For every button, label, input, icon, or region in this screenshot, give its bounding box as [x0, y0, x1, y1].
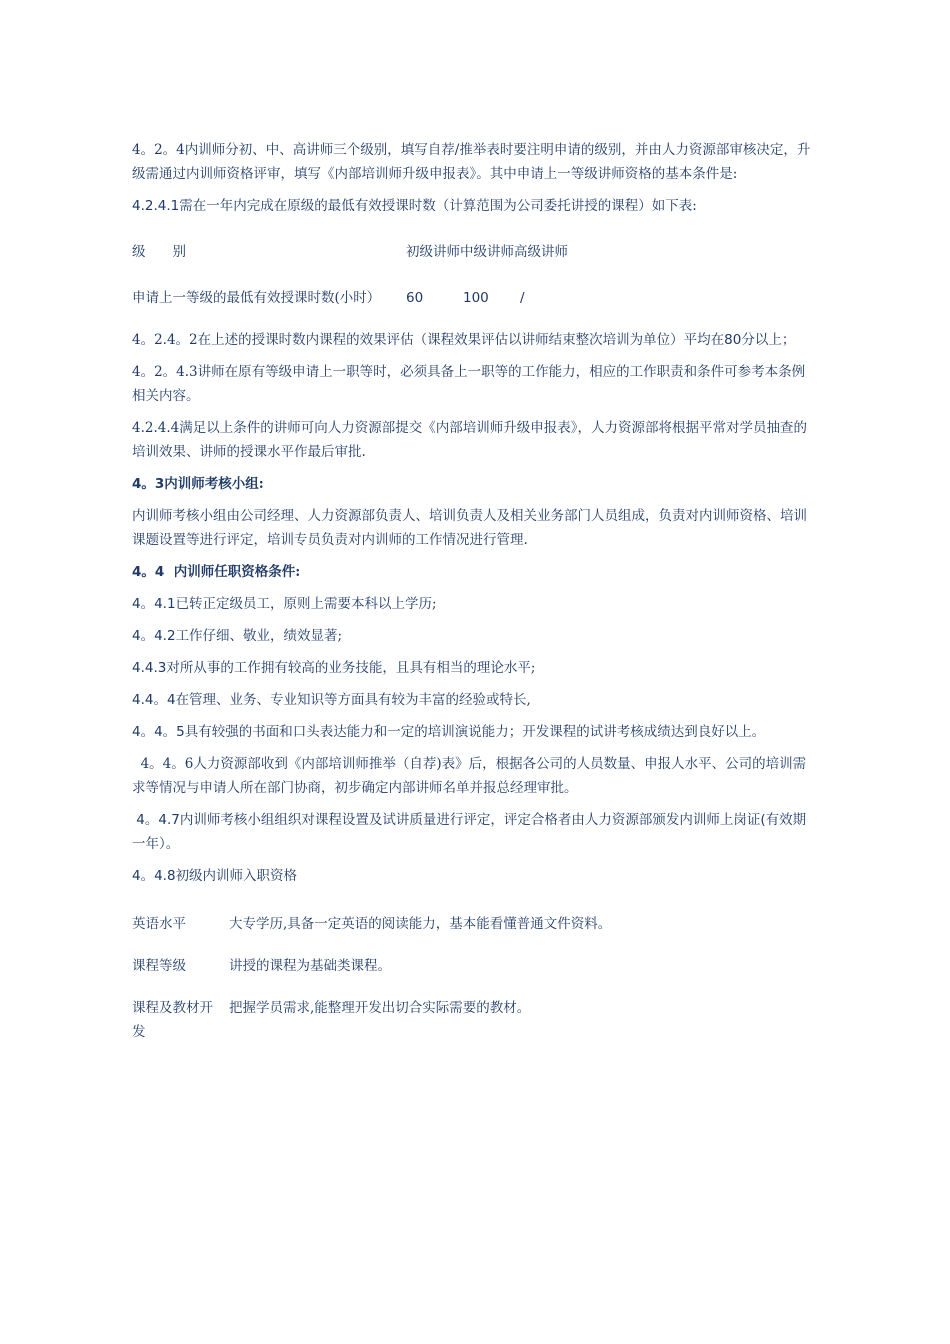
- qualification-value: 大专学历,具备一定英语的阅读能力，基本能看懂普通文件资料。: [229, 916, 612, 932]
- paragraph-text: 讲师在原有等级申请上一职等时，必须具备上一职等的工作能力，相应的工作职责和条件可参考本条例相关内容。: [132, 364, 806, 404]
- clause-number: 4。4.8: [132, 868, 176, 884]
- qualification-row: [132, 954, 818, 978]
- hours-label: 申请上一等级的最低有效授课时数(小时）: [132, 290, 381, 306]
- paragraph-4-2-4-2: [132, 328, 818, 352]
- clause-number: 4.2.4.4: [132, 420, 180, 436]
- clause-number: 4。4。6: [140, 756, 194, 772]
- section-number: 4。3: [132, 476, 165, 492]
- qualification-value: 讲授的课程为基础类课程。: [229, 958, 391, 974]
- paragraph-4-2-4-1: [132, 194, 818, 218]
- qualification-row: [132, 912, 818, 936]
- item-text: 具有较强的书面和口头表达能力和一定的培训演说能力；开发课程的试讲考核成绩达到良好以上。: [184, 724, 766, 740]
- item-text: 对所从事的工作拥有较高的业务技能，且具有相当的理论水平;: [166, 660, 536, 676]
- paragraph-text: 4。2。4内训师分初、中、高讲师三个级别，填写自荐/推举表时要注明申请的级别，并由人力资源部审核决定，升级需通过内训师资格评审，填写《内部培训师升级申报表》。其中申请上一等级讲师资格的基本条件是:: [132, 142, 811, 182]
- junior-hours: 60: [406, 290, 424, 306]
- paragraph-4-2-4-3: [132, 360, 818, 408]
- item-text: 工作仔细、敬业，绩效显著;: [175, 628, 343, 644]
- level-columns: 初级讲师中级讲师高级讲师: [406, 244, 568, 260]
- paragraph-4-2-4: [132, 138, 818, 186]
- clause-number: 4。4。5: [132, 724, 185, 740]
- score-value: 80: [724, 332, 742, 348]
- paragraph-assessment-group: [132, 504, 818, 552]
- qualification-label: 英语水平: [132, 916, 186, 932]
- clause-number: 4。4.1: [132, 596, 176, 612]
- item-text: 人力资源部收到《内部培训师推举（自荐)表》后，根据各公司的人员数量、申报人水平、公司的培训需求等情况与申请人所在部门协商，初步确定内部讲师名单并报总经理审批。: [132, 756, 807, 796]
- item-4-4-1: [132, 592, 818, 616]
- item-tail: (有效期一年）。: [132, 812, 807, 852]
- intermediate-hours: 100: [463, 290, 489, 306]
- section-heading-4-4: [132, 560, 818, 584]
- item-4-4-7: [132, 808, 818, 856]
- paragraph-text: 在上述的授课时数内课程的效果评估（课程效果评估以讲师结束整次培训为单位）平均在: [197, 332, 725, 348]
- paragraph-text: 内训师考核小组由公司经理、人力资源部负责人、培训负责人及相关业务部门人员组成，负责对内训师资格、培训课题设置等进行评定，培训专员负责对内训师的工作情况进行管理.: [132, 508, 807, 548]
- clause-number: 4。2。4.3: [132, 364, 198, 380]
- clause-number: 4.4。4: [132, 692, 176, 708]
- section-number: 4。4: [132, 564, 165, 580]
- paragraph-text: 需在一年内完成在原级的最低有效授课时数（计算范围为公司委托讲授的课程）如下表:: [179, 198, 697, 214]
- senior-hours: /: [520, 290, 525, 306]
- qualification-label: 课程及教材开发: [132, 1000, 213, 1040]
- qualification-value: 把握学员需求,能整理开发出切合实际需要的教材。: [229, 1000, 531, 1016]
- section-heading-4-3: [132, 472, 818, 496]
- item-text: 初级内训师入职资格: [175, 868, 298, 884]
- paragraph-text: 满足以上条件的讲师可向人力资源部提交《内部培训师升级申报表》，人力资源部将根据平常对学员抽查的培训效果、讲师的授课水平作最后审批.: [132, 420, 807, 460]
- section-title: 内训师任职资格条件:: [173, 564, 301, 580]
- item-text: 内训师考核小组组织对课程设置及试讲质量进行评定，评定合格者由人力资源部颁发内训师上岗证: [179, 812, 761, 828]
- section-title: 内训师考核小组:: [164, 476, 264, 492]
- item-4-4-4: [132, 688, 818, 712]
- item-4-4-5: [132, 720, 818, 744]
- item-4-4-8: [132, 864, 818, 888]
- clause-number: 4。4.7: [136, 812, 180, 828]
- document-body: [132, 138, 818, 1062]
- clause-number: 4.2.4.1: [132, 198, 180, 214]
- paragraph-4-2-4-4: [132, 416, 818, 464]
- junior-qualification-table: [132, 912, 818, 1044]
- item-4-4-6: [132, 752, 818, 800]
- item-text: 在管理、业务、专业知识等方面具有较为丰富的经验或特长,: [175, 692, 531, 708]
- item-4-4-2: [132, 624, 818, 648]
- hours-table-row: [132, 286, 818, 310]
- qualification-label: 课程等级: [132, 958, 186, 974]
- level-label: 级 别: [132, 244, 186, 260]
- clause-number: 4。4.2: [132, 628, 176, 644]
- clause-number: 4。2.4。2: [132, 332, 198, 348]
- qualification-row: [132, 996, 818, 1044]
- item-4-4-3: [132, 656, 818, 680]
- hours-table-header: [132, 240, 818, 264]
- paragraph-tail: 分以上；: [741, 332, 796, 348]
- item-text: 已转正定级员工，原则上需要本科以上学历;: [175, 596, 437, 612]
- clause-number: 4.4.3: [132, 660, 167, 676]
